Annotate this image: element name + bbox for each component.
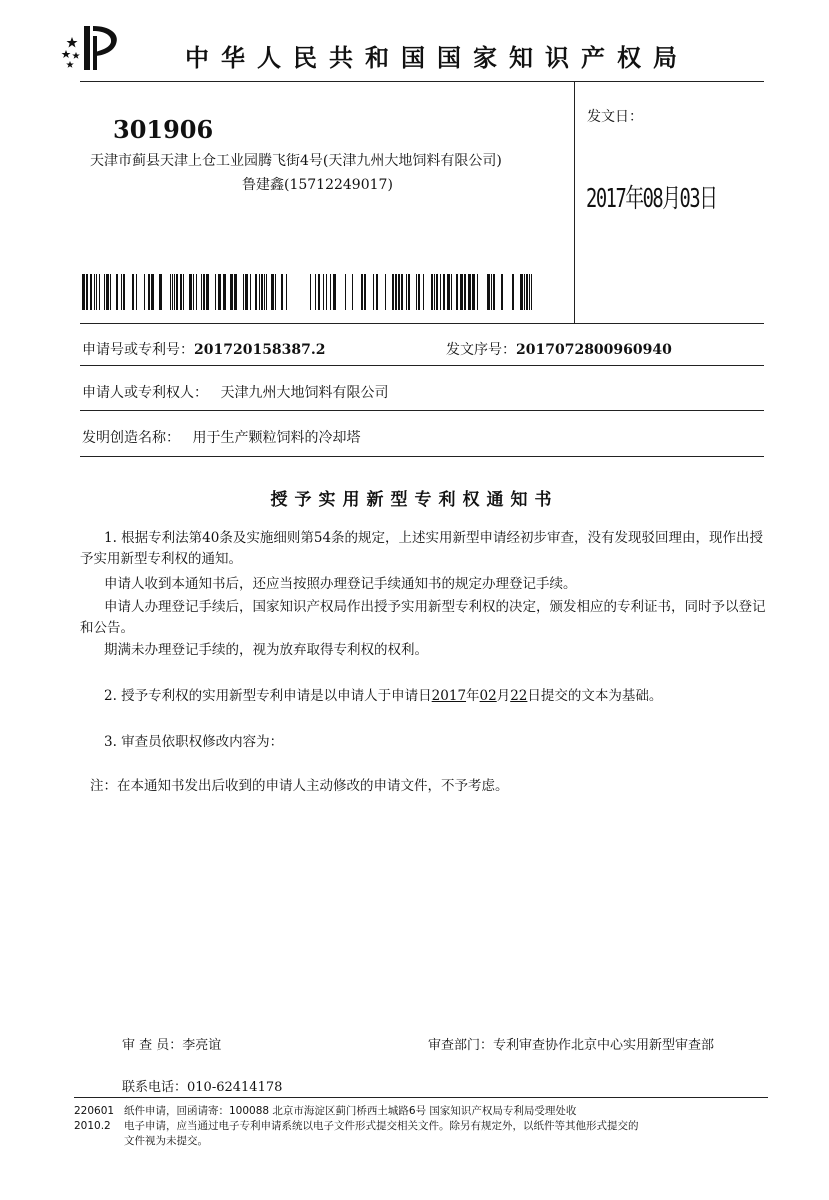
department-row — [428, 1034, 714, 1053]
phone-label: 联系电话： — [122, 1080, 188, 1095]
application-number-row — [82, 339, 326, 359]
row-divider-3 — [80, 456, 764, 457]
examiner-row — [122, 1034, 221, 1053]
footer-divider — [74, 1097, 768, 1098]
header-divider — [80, 81, 764, 82]
phone-number: 010-62414178 — [187, 1080, 283, 1095]
barcode-right — [310, 274, 532, 310]
serial-number-label: 发文序号： — [446, 342, 516, 358]
row-divider-2 — [80, 410, 764, 411]
notice-paragraph-4: 期满未办理登记手续的，视为放弃取得专利权的权利。 — [104, 642, 428, 658]
application-number: 201720158387.2 — [194, 342, 326, 358]
notice-note: 注：在本通知书发出后收到的申请人主动修改的申请文件，不予考虑。 — [90, 778, 509, 794]
barcode-left — [82, 274, 288, 310]
issue-date: 2017年08月03日 — [586, 184, 717, 214]
filing-month: 02 — [479, 688, 497, 704]
issue-date-label: 发文日： — [587, 109, 643, 125]
phone-row — [122, 1076, 282, 1095]
filing-year: 2017 — [431, 688, 467, 704]
date-column-divider — [574, 81, 575, 324]
footer-line-3: 文件视为未提交。 — [124, 1135, 208, 1147]
examiner-label: 审 查 员： — [122, 1038, 183, 1053]
notice-paragraph-1: 1. 根据专利法第40条及实施细则第54条的规定，上述实用新型申请经初步审查，没有发现驳回理由，现作出授予实用新型专利权的通知。 — [80, 530, 764, 567]
filing-day: 22 — [510, 688, 528, 704]
examiner-name: 李亮谊 — [182, 1038, 222, 1053]
department-label: 审查部门： — [428, 1038, 494, 1053]
cnipa-logo-icon — [60, 22, 128, 72]
application-number-label: 申请号或专利号： — [82, 342, 194, 358]
filing-text-post: 日提交的文本为基础。 — [527, 688, 663, 704]
applicant-row — [82, 382, 388, 402]
department-name: 专利审查协作北京中心实用新型审查部 — [493, 1038, 715, 1053]
row-divider-1 — [80, 365, 764, 366]
filing-year-unit: 年 — [466, 688, 480, 704]
applicant-label: 申请人或专利权人： — [82, 385, 208, 401]
form-date: 2010.2 — [74, 1120, 111, 1132]
addressee-recipient: 鲁建鑫(15712249017) — [242, 177, 393, 193]
footer-line-2: 电子申请，应当通过电子专利申请系统以电子文件形式提交相关文件。除另有规定外，以纸件等其他形式提交的 — [124, 1120, 639, 1132]
addressee-address: 天津市蓟县天津上仓工业园腾飞街4号(天津九州大地饲料有限公司) — [90, 153, 502, 169]
notice-paragraph-5 — [80, 686, 770, 707]
invention-label: 发明创造名称： — [82, 430, 180, 446]
serial-number-row — [446, 339, 672, 359]
applicant-name: 天津九州大地饲料有限公司 — [220, 385, 389, 401]
filing-text-pre: 2. 授予专利权的实用新型专利申请是以申请人于申请日 — [104, 688, 432, 704]
notice-paragraph-6: 3. 审查员依职权修改内容为： — [104, 734, 284, 750]
invention-name: 用于生产颗粒饲料的冷却塔 — [192, 430, 361, 446]
notice-paragraph-2: 申请人收到本通知书后，还应当按照办理登记手续通知书的规定办理登记手续。 — [104, 576, 577, 592]
notice-title: 授予实用新型专利权通知书 — [270, 490, 559, 510]
invention-row — [82, 427, 360, 447]
postal-code: 301906 — [113, 115, 214, 144]
form-code: 220601 — [74, 1105, 115, 1117]
agency-title: 中华人民共和国国家知识产权局 — [185, 44, 689, 72]
filing-month-unit: 月 — [496, 688, 511, 704]
address-divider — [80, 323, 764, 324]
footer-line-1: 纸件申请，回函请寄：100088 北京市海淀区蓟门桥西土城路6号 国家知识产权局专利局受理处收 — [124, 1105, 577, 1117]
serial-number: 2017072800960940 — [516, 342, 672, 358]
notice-paragraph-3: 申请人办理登记手续后，国家知识产权局作出授予实用新型专利权的决定，颁发相应的专利证书，同时予以登记和公告。 — [80, 599, 766, 636]
